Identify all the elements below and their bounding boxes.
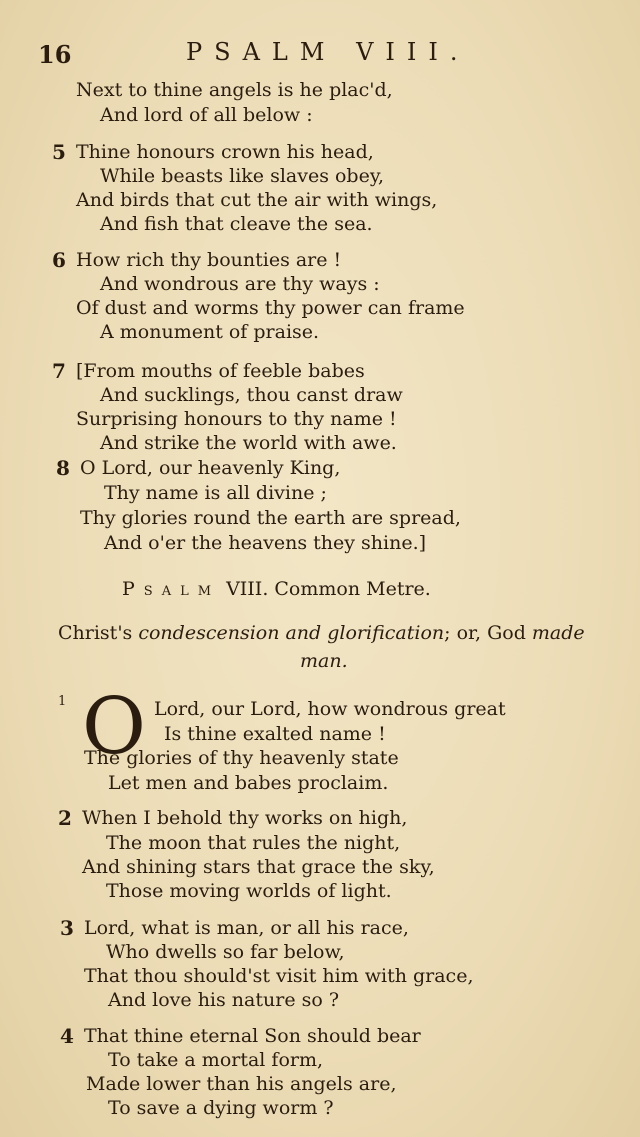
- subtitle-part: ; or, God: [444, 622, 526, 644]
- verse-line: That thine eternal Son should bear: [84, 1025, 421, 1047]
- verse-line: That thou should'st visit him with grace,: [84, 965, 474, 987]
- drop-cap: O: [82, 682, 146, 772]
- page-number: 16: [38, 40, 72, 69]
- verse-line: To save a dying worm ?: [108, 1097, 334, 1119]
- verse-line: When I behold thy works on high,: [82, 807, 408, 829]
- verse-line: [From mouths of feeble babes: [76, 360, 365, 382]
- verse-line: And shining stars that grace the sky,: [82, 856, 435, 878]
- verse-line: The moon that rules the night,: [106, 832, 401, 854]
- verse-number: 6: [52, 248, 66, 272]
- verse-line: Those moving worlds of light.: [106, 880, 392, 902]
- verse-line: While beasts like slaves obey,: [100, 165, 385, 187]
- verse-line: How rich thy bounties are !: [76, 249, 342, 271]
- verse-number: 7: [52, 359, 66, 383]
- verse-line: Lord, our Lord, how wondrous great: [154, 698, 506, 720]
- psalm-title-rest: VIII. Common Metre.: [226, 578, 431, 600]
- verse-line: And strike the world with awe.: [100, 432, 397, 454]
- psalm-title: [122, 578, 431, 600]
- verse-number: 5: [52, 140, 66, 164]
- verse-number: 8: [56, 456, 70, 480]
- verse-line: Lord, what is man, or all his race,: [84, 917, 409, 939]
- psalm-subtitle: [58, 622, 585, 644]
- verse-line: And sucklings, thou canst draw: [100, 384, 403, 406]
- verse-line: Made lower than his angels are,: [86, 1073, 397, 1095]
- verse-line: And love his nature so ?: [108, 989, 340, 1011]
- verse-line: Is thine exalted name !: [164, 723, 386, 745]
- running-title: PSALM VIII.: [186, 38, 470, 66]
- verse-number: 3: [60, 916, 74, 940]
- verse-line: Let men and babes proclaim.: [108, 772, 389, 794]
- verse-line: Thy name is all divine ;: [104, 482, 327, 504]
- subtitle-part: made: [531, 622, 585, 644]
- verse-line: And lord of all below :: [100, 104, 313, 126]
- verse-line: A monument of praise.: [100, 321, 320, 343]
- verse-number: 4: [60, 1024, 74, 1048]
- verse-line: And o'er the heavens they shine.]: [104, 532, 427, 554]
- verse-line: To take a mortal form,: [108, 1049, 324, 1071]
- verse-line: Who dwells so far below,: [106, 941, 345, 963]
- subtitle-part: condescension and glorification: [138, 622, 445, 644]
- psalm-subtitle-continued: man.: [300, 650, 348, 672]
- verse-number: 1: [58, 694, 67, 709]
- verse-line: Thy glories round the earth are spread,: [80, 507, 461, 529]
- verse-line: Next to thine angels is he plac'd,: [76, 79, 393, 101]
- verse-line: O Lord, our heavenly King,: [80, 457, 341, 479]
- verse-line: Surprising honours to thy name !: [76, 408, 397, 430]
- verse-number: 2: [58, 806, 72, 830]
- verse-line: Thine honours crown his head,: [76, 141, 374, 163]
- verse-line: Of dust and worms thy power can frame: [76, 297, 465, 319]
- verse-line: And birds that cut the air with wings,: [76, 189, 438, 211]
- verse-line: And wondrous are thy ways :: [100, 273, 380, 295]
- subtitle-part: Christ's: [58, 622, 133, 644]
- psalm-title-word: Psalm: [122, 578, 221, 600]
- verse-line: And fish that cleave the sea.: [100, 213, 373, 235]
- verse-line: The glories of thy heavenly state: [84, 747, 399, 769]
